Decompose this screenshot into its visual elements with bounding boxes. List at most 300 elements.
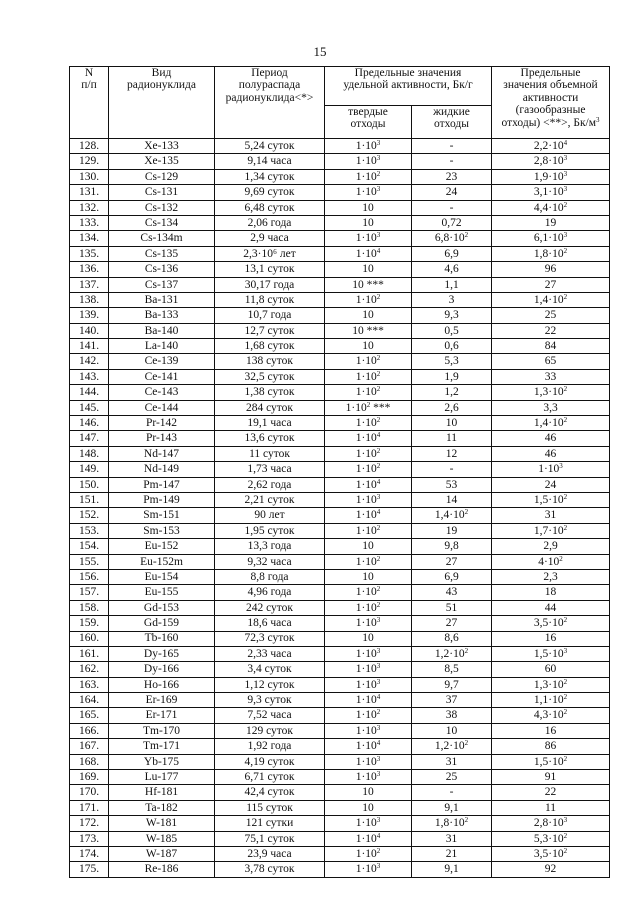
nuclide-name-value: Tm-170 (142, 724, 181, 737)
gas-activity (492, 354, 610, 369)
solid-activity-value: 1·10 (355, 293, 377, 306)
solid-activity-exponent: 4 (376, 431, 381, 440)
table-row (70, 246, 610, 261)
liquid-activity (412, 431, 492, 446)
table-row (70, 846, 610, 861)
nuclide-name (109, 339, 215, 354)
table-row (70, 215, 610, 230)
liquid-activity (412, 862, 492, 877)
row-number (70, 523, 109, 538)
liquid-activity (412, 662, 492, 677)
solid-activity-value: 1·10 (355, 555, 377, 568)
nuclide-name-value: Gd-153 (143, 601, 180, 614)
nuclide-name-value: W-185 (145, 832, 178, 845)
half-life-value: 9,69 суток (244, 186, 295, 199)
solid-activity (325, 431, 412, 446)
table-row (70, 169, 610, 184)
row-number-value: 132. (78, 201, 100, 214)
row-number-value: 138. (78, 293, 100, 306)
half-life-value: 42,4 суток (244, 786, 295, 799)
nuclide-name-value: Pm-147 (143, 478, 180, 491)
table-row (70, 354, 610, 369)
gas-activity (492, 631, 610, 646)
solid-activity-exponent: 3 (376, 185, 381, 194)
solid-activity-value: 1·10 (355, 832, 377, 845)
row-number (70, 662, 109, 677)
nuclide-name (109, 862, 215, 877)
solid-activity-footnote-mark: *** (370, 401, 391, 414)
gas-activity (492, 369, 610, 384)
gas-activity (492, 677, 610, 692)
nuclide-name-value: W-181 (145, 817, 178, 830)
liquid-activity-value: 1,2 (444, 386, 459, 399)
liquid-activity (412, 708, 492, 723)
liquid-activity-value: - (449, 463, 454, 476)
row-number (70, 462, 109, 477)
nuclide-name-value: Cs-136 (144, 263, 179, 276)
half-life (215, 492, 325, 507)
row-number-value: 152. (78, 509, 100, 522)
solid-activity-value: 1·10 (355, 694, 377, 707)
half-life (215, 677, 325, 692)
gas-activity (492, 446, 610, 461)
table-row (70, 523, 610, 538)
half-life-value: 90 лет (254, 509, 285, 522)
header-liquid: жидкие отходы (412, 106, 492, 139)
solid-activity-value: 1·10 (355, 186, 377, 199)
nuclide-name-value: Nd-149 (143, 463, 180, 476)
gas-activity-value: 46 (544, 447, 557, 460)
table-row (70, 446, 610, 461)
liquid-activity (412, 215, 492, 230)
nuclide-name (109, 616, 215, 631)
gas-activity (492, 739, 610, 754)
row-number (70, 139, 109, 154)
gas-activity (492, 246, 610, 261)
gas-activity (492, 385, 610, 400)
gas-activity (492, 339, 610, 354)
solid-activity (325, 677, 412, 692)
solid-activity-value: 1·10 (355, 432, 377, 445)
nuclide-name-value: Cs-134 (144, 216, 179, 229)
gas-activity-exponent: 2 (563, 200, 568, 209)
nuclide-name (109, 477, 215, 492)
half-life (215, 754, 325, 769)
half-life (215, 385, 325, 400)
half-life-value: 2,21 суток (244, 493, 295, 506)
table-row (70, 308, 610, 323)
nuclide-name-value: Eu-154 (144, 570, 179, 583)
table-row (70, 585, 610, 600)
nuclide-name (109, 185, 215, 200)
row-number-value: 129. (78, 155, 100, 168)
row-number (70, 292, 109, 307)
table-row (70, 754, 610, 769)
gas-activity-exponent: 3 (563, 169, 568, 178)
half-life-value: 75,1 суток (244, 832, 295, 845)
row-number (70, 508, 109, 523)
row-number-value: 150. (78, 478, 100, 491)
liquid-activity-value: 12 (445, 447, 458, 460)
half-life-value: 2,06 года (247, 216, 292, 229)
solid-activity-value: 10 (362, 540, 374, 553)
half-life (215, 431, 325, 446)
nuclide-name (109, 292, 215, 307)
liquid-activity-value: 9,7 (444, 678, 459, 691)
gas-activity-exponent: 2 (563, 754, 568, 763)
gas-activity-value: 2,9 (543, 540, 558, 553)
table-row (70, 569, 610, 584)
gas-activity-exponent: 2 (563, 616, 568, 625)
liquid-activity-value: 10 (445, 724, 458, 737)
nuclide-name (109, 154, 215, 169)
gas-activity-exponent: 3 (563, 646, 568, 655)
gas-activity (492, 462, 610, 477)
page-number: 15 (313, 44, 327, 59)
nuclide-name-value: Ce-143 (144, 386, 179, 399)
nuclide-name (109, 431, 215, 446)
nuclide-name (109, 246, 215, 261)
half-life-value: 18,6 часа (247, 617, 292, 630)
liquid-activity (412, 400, 492, 415)
solid-activity-value: 1·10 (355, 817, 377, 830)
row-number (70, 616, 109, 631)
half-life (215, 508, 325, 523)
gas-activity-value: 92 (544, 863, 557, 876)
liquid-activity (412, 246, 492, 261)
solid-activity (325, 800, 412, 815)
solid-activity-exponent: 2 (366, 400, 371, 409)
nuclide-name (109, 677, 215, 692)
liquid-activity-value: - (449, 155, 454, 168)
liquid-activity-value: 23 (445, 170, 458, 183)
half-life-value: 242 суток (245, 601, 294, 614)
liquid-activity (412, 292, 492, 307)
half-life-value: 1,92 года (247, 740, 292, 753)
row-number-value: 161. (78, 647, 100, 660)
solid-activity (325, 446, 412, 461)
gas-activity-exponent: 3 (563, 231, 568, 240)
table-row (70, 646, 610, 661)
nuclide-name-value: Pr-142 (145, 417, 178, 430)
gas-activity-exponent: 2 (563, 523, 568, 532)
gas-activity (492, 292, 610, 307)
half-life-value: 1,34 суток (244, 170, 295, 183)
solid-activity-exponent: 3 (376, 492, 381, 501)
gas-activity (492, 662, 610, 677)
liquid-activity-value: 38 (445, 709, 458, 722)
solid-activity-value: 1·10 (355, 509, 377, 522)
nuclide-name (109, 200, 215, 215)
liquid-activity-value: 27 (445, 555, 458, 568)
liquid-activity-value: 43 (445, 586, 458, 599)
nuclide-name (109, 631, 215, 646)
gas-activity-value: 25 (544, 309, 557, 322)
solid-activity-value: 1·10 (355, 678, 377, 691)
gas-activity-value: 2,2·10 (533, 139, 564, 152)
half-life (215, 462, 325, 477)
solid-activity-value: 10 (362, 570, 374, 583)
nuclide-name (109, 816, 215, 831)
gas-activity (492, 400, 610, 415)
liquid-activity-exponent: 2 (464, 231, 469, 240)
table-row (70, 800, 610, 815)
row-number (70, 385, 109, 400)
nuclide-name-value: Cs-129 (144, 170, 179, 183)
solid-activity-exponent: 3 (376, 138, 381, 147)
liquid-activity (412, 677, 492, 692)
solid-activity (325, 154, 412, 169)
table-row (70, 200, 610, 215)
solid-activity (325, 508, 412, 523)
row-number-value: 147. (78, 432, 100, 445)
half-life-value: 5,24 суток (244, 139, 295, 152)
gas-activity-value: 44 (544, 601, 557, 614)
half-life-value: 2,3·10⁶ лет (243, 247, 296, 260)
nuclide-name-value: Dy-166 (143, 663, 180, 676)
liquid-activity (412, 277, 492, 292)
liquid-activity-value: 1,2·10 (434, 647, 465, 660)
gas-activity (492, 215, 610, 230)
liquid-activity-value: 1,1 (444, 278, 459, 291)
liquid-activity-value: 5,3 (444, 355, 459, 368)
nuclide-name-value: Nd-147 (143, 447, 180, 460)
solid-activity-value: 1·10 (355, 493, 377, 506)
nuclide-name-value: Xe-133 (144, 139, 179, 152)
gas-activity-value: 31 (544, 509, 557, 522)
solid-activity-exponent: 3 (376, 754, 381, 763)
solid-activity-value: 1·10 (355, 586, 377, 599)
table-row (70, 600, 610, 615)
row-number (70, 277, 109, 292)
solid-activity-exponent: 3 (376, 231, 381, 240)
liquid-activity-value: 14 (445, 493, 458, 506)
solid-activity-exponent: 4 (376, 831, 381, 840)
nuclide-name (109, 754, 215, 769)
liquid-activity (412, 385, 492, 400)
half-life-value: 11,8 суток (244, 293, 295, 306)
half-life (215, 569, 325, 584)
liquid-activity (412, 539, 492, 554)
nuclide-name-value: Sm-153 (143, 524, 180, 537)
liquid-activity-value: 9,3 (444, 309, 459, 322)
solid-activity-value: 10 (362, 340, 374, 353)
liquid-activity-value: 27 (445, 617, 458, 630)
half-life (215, 831, 325, 846)
nuclide-name-value: Cs-135 (144, 247, 179, 260)
gas-activity (492, 585, 610, 600)
gas-activity (492, 831, 610, 846)
solid-activity (325, 723, 412, 738)
liquid-activity-value: 6,9 (444, 570, 459, 583)
half-life (215, 800, 325, 815)
half-life (215, 523, 325, 538)
row-number-value: 154. (78, 540, 100, 553)
nuclide-name (109, 400, 215, 415)
solid-activity-value: 1·10 (355, 463, 377, 476)
gas-activity-value: 60 (544, 663, 557, 676)
table-row (70, 400, 610, 415)
row-number (70, 231, 109, 246)
nuclide-name-value: Xe-135 (144, 155, 179, 168)
gas-activity (492, 185, 610, 200)
solid-activity-exponent: 3 (376, 862, 381, 871)
liquid-activity (412, 585, 492, 600)
nuclide-name-value: La-140 (144, 340, 179, 353)
nuclide-name-value: Eu-155 (144, 586, 179, 599)
half-life (215, 369, 325, 384)
gas-activity-value: 1,3·10 (533, 386, 564, 399)
row-number-value: 173. (78, 832, 100, 845)
half-life-value: 7,52 часа (247, 709, 292, 722)
liquid-activity (412, 646, 492, 661)
gas-activity-exponent: 3 (563, 816, 568, 825)
half-life-value: 138 суток (245, 355, 294, 368)
liquid-activity (412, 308, 492, 323)
nuclide-name-value: Pr-143 (145, 432, 178, 445)
solid-activity (325, 846, 412, 861)
gas-activity-exponent: 2 (563, 693, 568, 702)
nuclide-name (109, 277, 215, 292)
solid-activity-exponent: 2 (376, 708, 381, 717)
solid-activity-exponent: 3 (376, 816, 381, 825)
table-row (70, 662, 610, 677)
solid-activity-value: 10 (352, 278, 364, 291)
solid-activity-value: 1·10 (355, 847, 377, 860)
liquid-activity (412, 339, 492, 354)
half-life-value: 8,8 года (250, 570, 289, 583)
gas-activity-exponent: 2 (563, 292, 568, 301)
gas-activity-exponent: 2 (563, 416, 568, 425)
gas-activity-value: 96 (544, 263, 557, 276)
solid-activity-value: 1·10 (345, 401, 367, 414)
solid-activity-value: 1·10 (355, 170, 377, 183)
row-number-value: 174. (78, 847, 100, 860)
solid-activity (325, 785, 412, 800)
solid-activity-exponent: 3 (376, 154, 381, 163)
liquid-activity (412, 508, 492, 523)
row-number-value: 149. (78, 463, 100, 476)
liquid-activity-value: 19 (445, 524, 458, 537)
liquid-activity-value: 1,4·10 (434, 509, 465, 522)
half-life (215, 354, 325, 369)
gas-activity (492, 308, 610, 323)
half-life-value: 4,96 года (247, 586, 292, 599)
row-number (70, 800, 109, 815)
nuclide-name (109, 585, 215, 600)
nuclide-name-value: Ho-166 (143, 678, 180, 691)
gas-activity-value: 1,7·10 (533, 524, 564, 537)
row-number (70, 631, 109, 646)
solid-activity-exponent: 3 (376, 646, 381, 655)
liquid-activity-value: 10 (445, 417, 458, 430)
solid-activity (325, 539, 412, 554)
liquid-activity-value: 9,1 (444, 801, 459, 814)
nuclide-name-value: Er-169 (145, 694, 178, 707)
gas-activity-exponent: 2 (563, 831, 568, 840)
liquid-activity (412, 739, 492, 754)
half-life-value: 9,14 часа (247, 155, 292, 168)
row-number-value: 168. (78, 755, 100, 768)
nuclide-name-value: Tm-171 (142, 740, 181, 753)
table-row (70, 462, 610, 477)
row-number (70, 693, 109, 708)
solid-activity-value: 10 (362, 201, 374, 214)
solid-activity-exponent: 2 (376, 354, 381, 363)
liquid-activity (412, 354, 492, 369)
gas-activity-value: 22 (544, 324, 557, 337)
gas-activity-value: 27 (544, 278, 557, 291)
row-number-value: 140. (78, 324, 100, 337)
liquid-activity (412, 477, 492, 492)
nuclide-name (109, 139, 215, 154)
nuclide-name-value: Dy-165 (143, 647, 180, 660)
liquid-activity-exponent: 2 (464, 816, 469, 825)
gas-activity (492, 569, 610, 584)
row-number-value: 169. (78, 771, 100, 783)
gas-activity-value: 3,5·10 (533, 617, 564, 630)
gas-activity (492, 554, 610, 569)
liquid-activity-exponent: 2 (464, 508, 469, 517)
solid-activity (325, 369, 412, 384)
gas-activity (492, 800, 610, 815)
gas-activity-exponent: 2 (563, 708, 568, 717)
solid-activity (325, 185, 412, 200)
table-row (70, 492, 610, 507)
half-life (215, 308, 325, 323)
solid-activity-exponent: 2 (376, 416, 381, 425)
nuclide-name-value: Ba-140 (144, 324, 179, 337)
solid-activity (325, 169, 412, 184)
liquid-activity (412, 831, 492, 846)
row-number-value: 170. (78, 786, 100, 799)
liquid-activity-value: 9,8 (444, 540, 459, 553)
solid-activity (325, 308, 412, 323)
row-number (70, 569, 109, 584)
solid-activity-value: 1·10 (355, 139, 377, 152)
solid-activity-value: 1·10 (355, 755, 377, 768)
nuclide-name (109, 369, 215, 384)
row-number-value: 157. (78, 586, 100, 599)
half-life (215, 693, 325, 708)
solid-activity-exponent: 2 (376, 385, 381, 394)
solid-activity-exponent: 4 (376, 508, 381, 517)
solid-activity (325, 631, 412, 646)
half-life-value: 2,9 часа (250, 232, 289, 245)
row-number (70, 770, 109, 785)
liquid-activity-value: 1,2·10 (434, 740, 465, 753)
row-number (70, 708, 109, 723)
gas-activity-value: 16 (544, 632, 557, 645)
solid-activity (325, 662, 412, 677)
solid-activity-value: 1·10 (355, 355, 377, 368)
nuclide-name-value: Cs-132 (144, 201, 179, 214)
solid-activity (325, 646, 412, 661)
gas-activity (492, 416, 610, 431)
gas-activity-value: 4,4·10 (533, 201, 564, 214)
liquid-activity-value: 2,6 (444, 401, 459, 414)
liquid-activity (412, 800, 492, 815)
gas-activity-value: 3,5·10 (533, 847, 564, 860)
row-number (70, 154, 109, 169)
liquid-activity (412, 631, 492, 646)
half-life-value: 13,6 суток (244, 432, 295, 445)
solid-activity-value: 1·10 (355, 247, 377, 260)
row-number-value: 135. (78, 247, 100, 260)
table-row (70, 816, 610, 831)
table-row (70, 677, 610, 692)
half-life-value: 13,3 года (247, 540, 292, 553)
